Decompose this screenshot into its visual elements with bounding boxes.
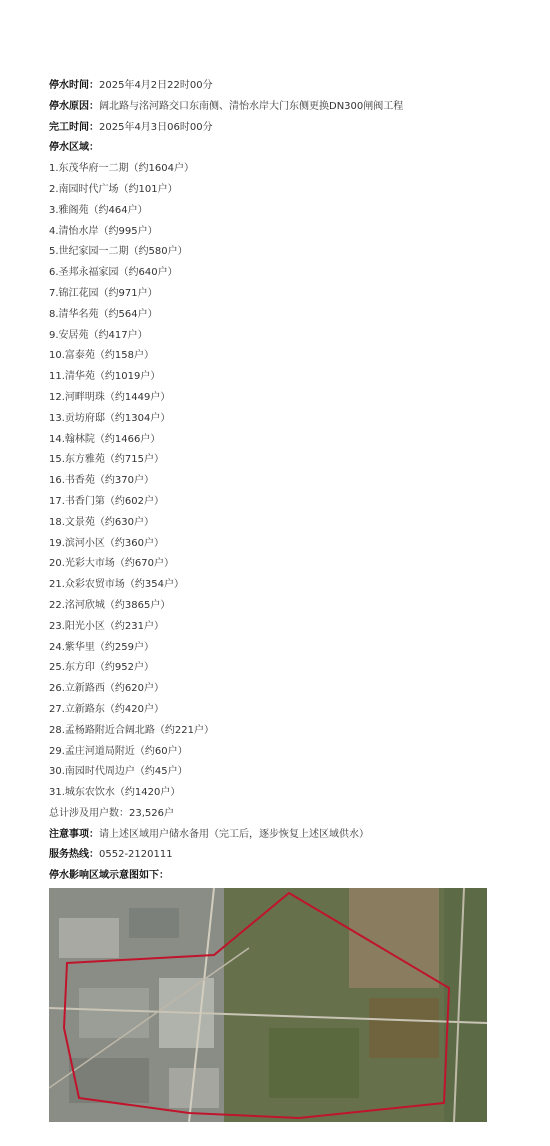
reason-value: 阔北路与洺河路交口东南侧、清怡水岸大门东侧更换DN300闸阀工程 bbox=[99, 100, 404, 112]
list-item: 16.书香苑（约370户） bbox=[49, 475, 154, 487]
list-item: 7.锦江花园（约971户） bbox=[49, 287, 158, 299]
list-item: 11.清华苑（约1019户） bbox=[49, 371, 161, 383]
notice-label: 注意事项： bbox=[49, 828, 99, 840]
list-item: 10.富泰苑（约158户） bbox=[49, 350, 154, 362]
list-item: 23.阳光小区（约231户） bbox=[49, 620, 164, 632]
stop-time-value: 2025年4月2日22时00分 bbox=[99, 80, 213, 91]
satellite-map-image bbox=[49, 888, 487, 1122]
list-item: 30.南园时代周边户（约45户） bbox=[49, 766, 188, 778]
finish-time-label: 完工时间： bbox=[49, 121, 99, 133]
map-heading: 停水影响区域示意图如下： bbox=[49, 870, 169, 882]
list-item: 28.孟杨路附近合阔北路（约221户） bbox=[49, 724, 214, 736]
finish-time-row bbox=[49, 118, 499, 139]
notice-body bbox=[49, 76, 499, 887]
list-item: 13.贡坊府邸（约1304户） bbox=[49, 412, 171, 424]
list-item: 6.圣邦永福家园（约640户） bbox=[49, 267, 178, 279]
list-item: 5.世纪家园一二期（约580户） bbox=[49, 246, 188, 258]
list-item: 8.清华名苑（约564户） bbox=[49, 308, 158, 320]
list-item: 4.清怡水岸（约995户） bbox=[49, 225, 158, 237]
stop-time-label: 停水时间： bbox=[49, 80, 99, 91]
reason-row bbox=[49, 97, 499, 118]
stop-time-row bbox=[49, 76, 499, 97]
area-heading: 停水区域： bbox=[49, 142, 99, 154]
hotline-value: 0552-2120111 bbox=[99, 849, 173, 861]
reason-label: 停水原因： bbox=[49, 100, 99, 112]
list-item: 18.文景苑（约630户） bbox=[49, 516, 154, 528]
hotline-row bbox=[49, 845, 499, 866]
total-users: 总计涉及用户数：23,526户 bbox=[49, 807, 174, 819]
list-item: 20.光彩大市场（约670户） bbox=[49, 558, 174, 570]
list-item: 9.安居苑（约417户） bbox=[49, 329, 148, 341]
affected-area-map bbox=[49, 888, 487, 1122]
notice-row bbox=[49, 825, 499, 846]
list-item: 15.东方雅苑（约715户） bbox=[49, 454, 164, 466]
notice-value: 请上述区域用户储水备用（完工后，逐步恢复上述区域供水） bbox=[99, 828, 369, 840]
list-item: 22.洺河欣城（约3865户） bbox=[49, 599, 171, 611]
list-item: 25.东方印（约952户） bbox=[49, 662, 154, 674]
finish-time-value: 2025年4月3日06时00分 bbox=[99, 121, 213, 133]
list-item: 31.城东农饮水（约1420户） bbox=[49, 787, 181, 799]
list-item: 29.孟庄河道局附近（约60户） bbox=[49, 745, 188, 757]
list-item: 2.南园时代广场（约101户） bbox=[49, 183, 178, 195]
list-item: 1.东茂华府一二期（约1604户） bbox=[49, 163, 194, 175]
list-item: 27.立新路东（约420户） bbox=[49, 703, 164, 715]
list-item: 19.滨河小区（约360户） bbox=[49, 537, 164, 549]
list-item: 17.书香门第（约602户） bbox=[49, 495, 164, 507]
list-item: 14.翰林院（约1466户） bbox=[49, 433, 161, 445]
list-item: 24.紫华里（约259户） bbox=[49, 641, 154, 653]
list-item: 3.雅阁苑（约464户） bbox=[49, 204, 148, 216]
area-list bbox=[49, 159, 499, 804]
list-item: 21.众彩农贸市场（约354户） bbox=[49, 579, 184, 591]
list-item: 12.河畔明珠（约1449户） bbox=[49, 391, 171, 403]
list-item: 26.立新路西（约620户） bbox=[49, 683, 164, 695]
hotline-label: 服务热线： bbox=[49, 849, 99, 861]
